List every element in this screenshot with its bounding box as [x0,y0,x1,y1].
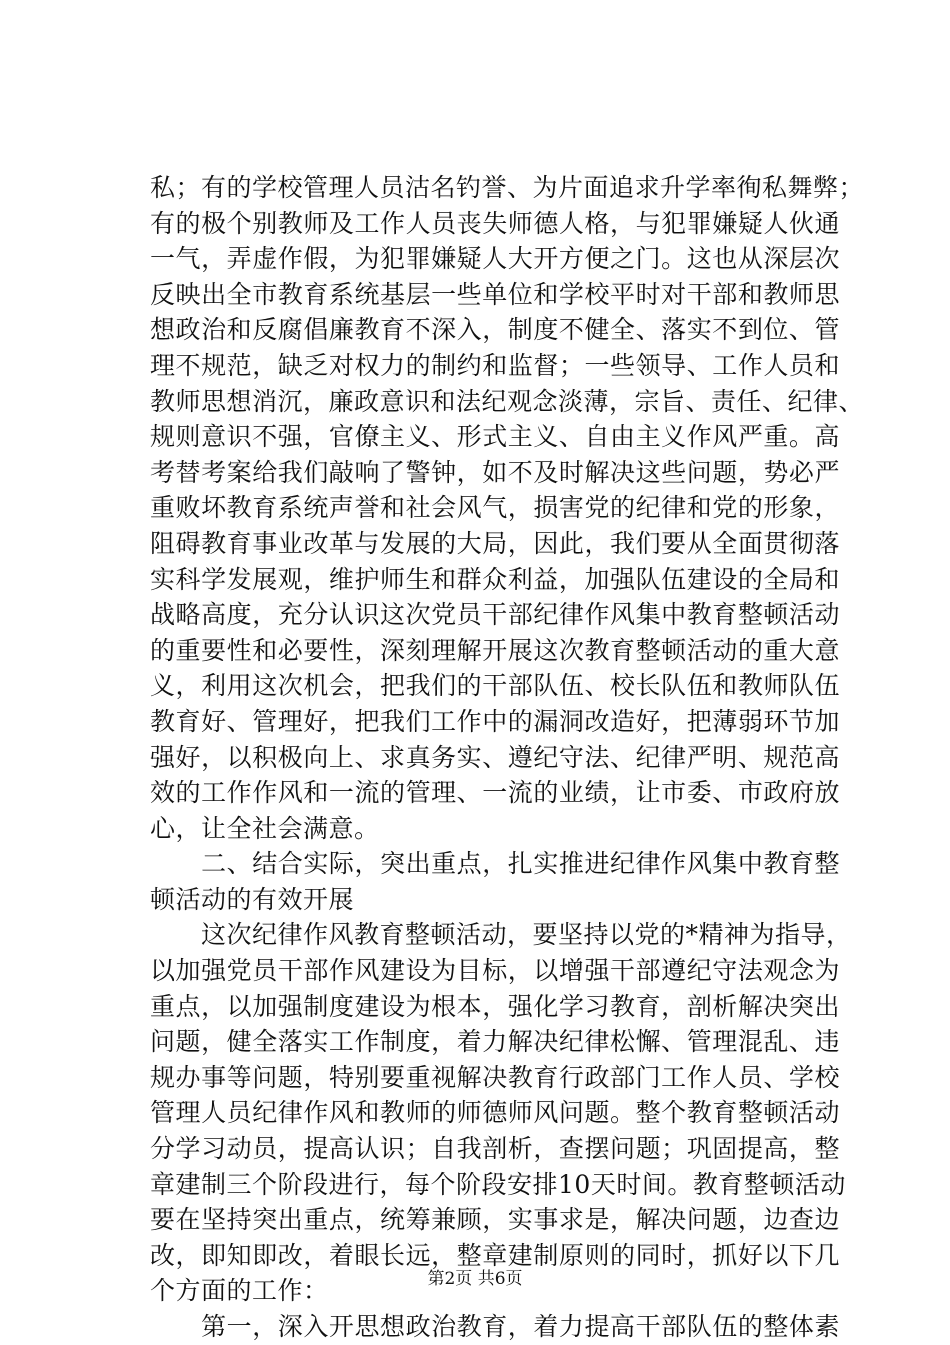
text-line: 阻碍教育事业改革与发展的大局，因此，我们要从全面贯彻落 [150,528,840,558]
text-line: 要在坚持突出重点，统筹兼顾，实事求是，解决问题，边查边 [150,1205,840,1235]
text-line: 顿活动的有效开展 [150,884,355,914]
text-line: 私；有的学校管理人员沽名钓誉、为片面追求升学率徇私舞弊； [150,173,865,202]
text-line: 个方面的工作： [150,1276,329,1306]
document-body [150,170,865,1345]
text-line: 一气，弄虚作假，为犯罪嫌疑人大开方便之门。这也从深层次 [150,244,840,274]
text-line: 重点，以加强制度建设为根本，强化学习教育，剖析解决突出 [150,991,840,1021]
text-line: 战略高度，充分认识这次党员干部纪律作风集中教育整顿活动 [150,600,840,630]
text-line: 重败坏教育系统声誉和社会风气，损害党的纪律和党的形象， [150,493,840,523]
text-line: 二、结合实际，突出重点，扎实推进纪律作风集中教育整 [150,849,840,879]
text-line: 规办事等问题，特别要重视解决教育行政部门工作人员、学校 [150,1062,840,1092]
text-line: 规则意识不强，官僚主义、形式主义、自由主义作风严重。高 [150,422,840,452]
text-line: 有的极个别教师及工作人员丧失师德人格，与犯罪嫌疑人伙通 [150,208,840,238]
text-line: 改，即知即改，着眼长远，整章建制原则的同时，抓好以下几 [150,1240,840,1270]
text-line: 教师思想消沉，廉政意识和法纪观念淡薄，宗旨、责任、纪律、 [150,386,865,416]
text-line: 章建制三个阶段进行，每个阶段安排10天时间。教育整顿活动 [150,1169,846,1199]
text-line: 的重要性和必要性，深刻理解开展这次教育整顿活动的重大意 [150,635,840,665]
text-line: 考替考案给我们敲响了警钟，如不及时解决这些问题，势必严 [150,457,840,487]
text-line: 问题，健全落实工作制度，着力解决纪律松懈、管理混乱、违 [150,1027,840,1057]
text-line: 义，利用这次机会，把我们的干部队伍、校长队伍和教师队伍 [150,671,840,701]
text-line: 想政治和反腐倡廉教育不深入，制度不健全、落实不到位、管 [150,315,840,345]
text-line: 以加强党员干部作风建设为目标，以增强干部遵纪守法观念为 [150,956,840,986]
text-line: 管理人员纪律作风和教师的师德师风问题。整个教育整顿活动 [150,1098,840,1128]
text-line: 效的工作作风和一流的管理、一流的业绩，让市委、市政府放 [150,778,840,808]
text-line: 反映出全市教育系统基层一些单位和学校平时对干部和教师思 [150,279,840,309]
text-line: 这次纪律作风教育整顿活动，要坚持以党的*精神为指导， [150,920,852,950]
text-line: 强好，以积极向上、求真务实、遵纪守法、纪律严明、规范高 [150,742,840,772]
text-line: 分学习动员，提高认识；自我剖析，查摆问题；巩固提高，整 [150,1134,840,1164]
text-line: 教育好、管理好，把我们工作中的漏洞改造好，把薄弱环节加 [150,706,840,736]
page-footer: 第2页 共6页 [427,1269,523,1289]
text-line: 心，让全社会满意。 [150,813,380,843]
text-line: 理不规范，缺乏对权力的制约和监督；一些领导、工作人员和 [150,350,840,380]
text-line: 第一，深入开思想政治教育，着力提高干部队伍的整体素 [150,1312,840,1341]
text-line: 实科学发展观，维护师生和群众利益，加强队伍建设的全局和 [150,564,840,594]
